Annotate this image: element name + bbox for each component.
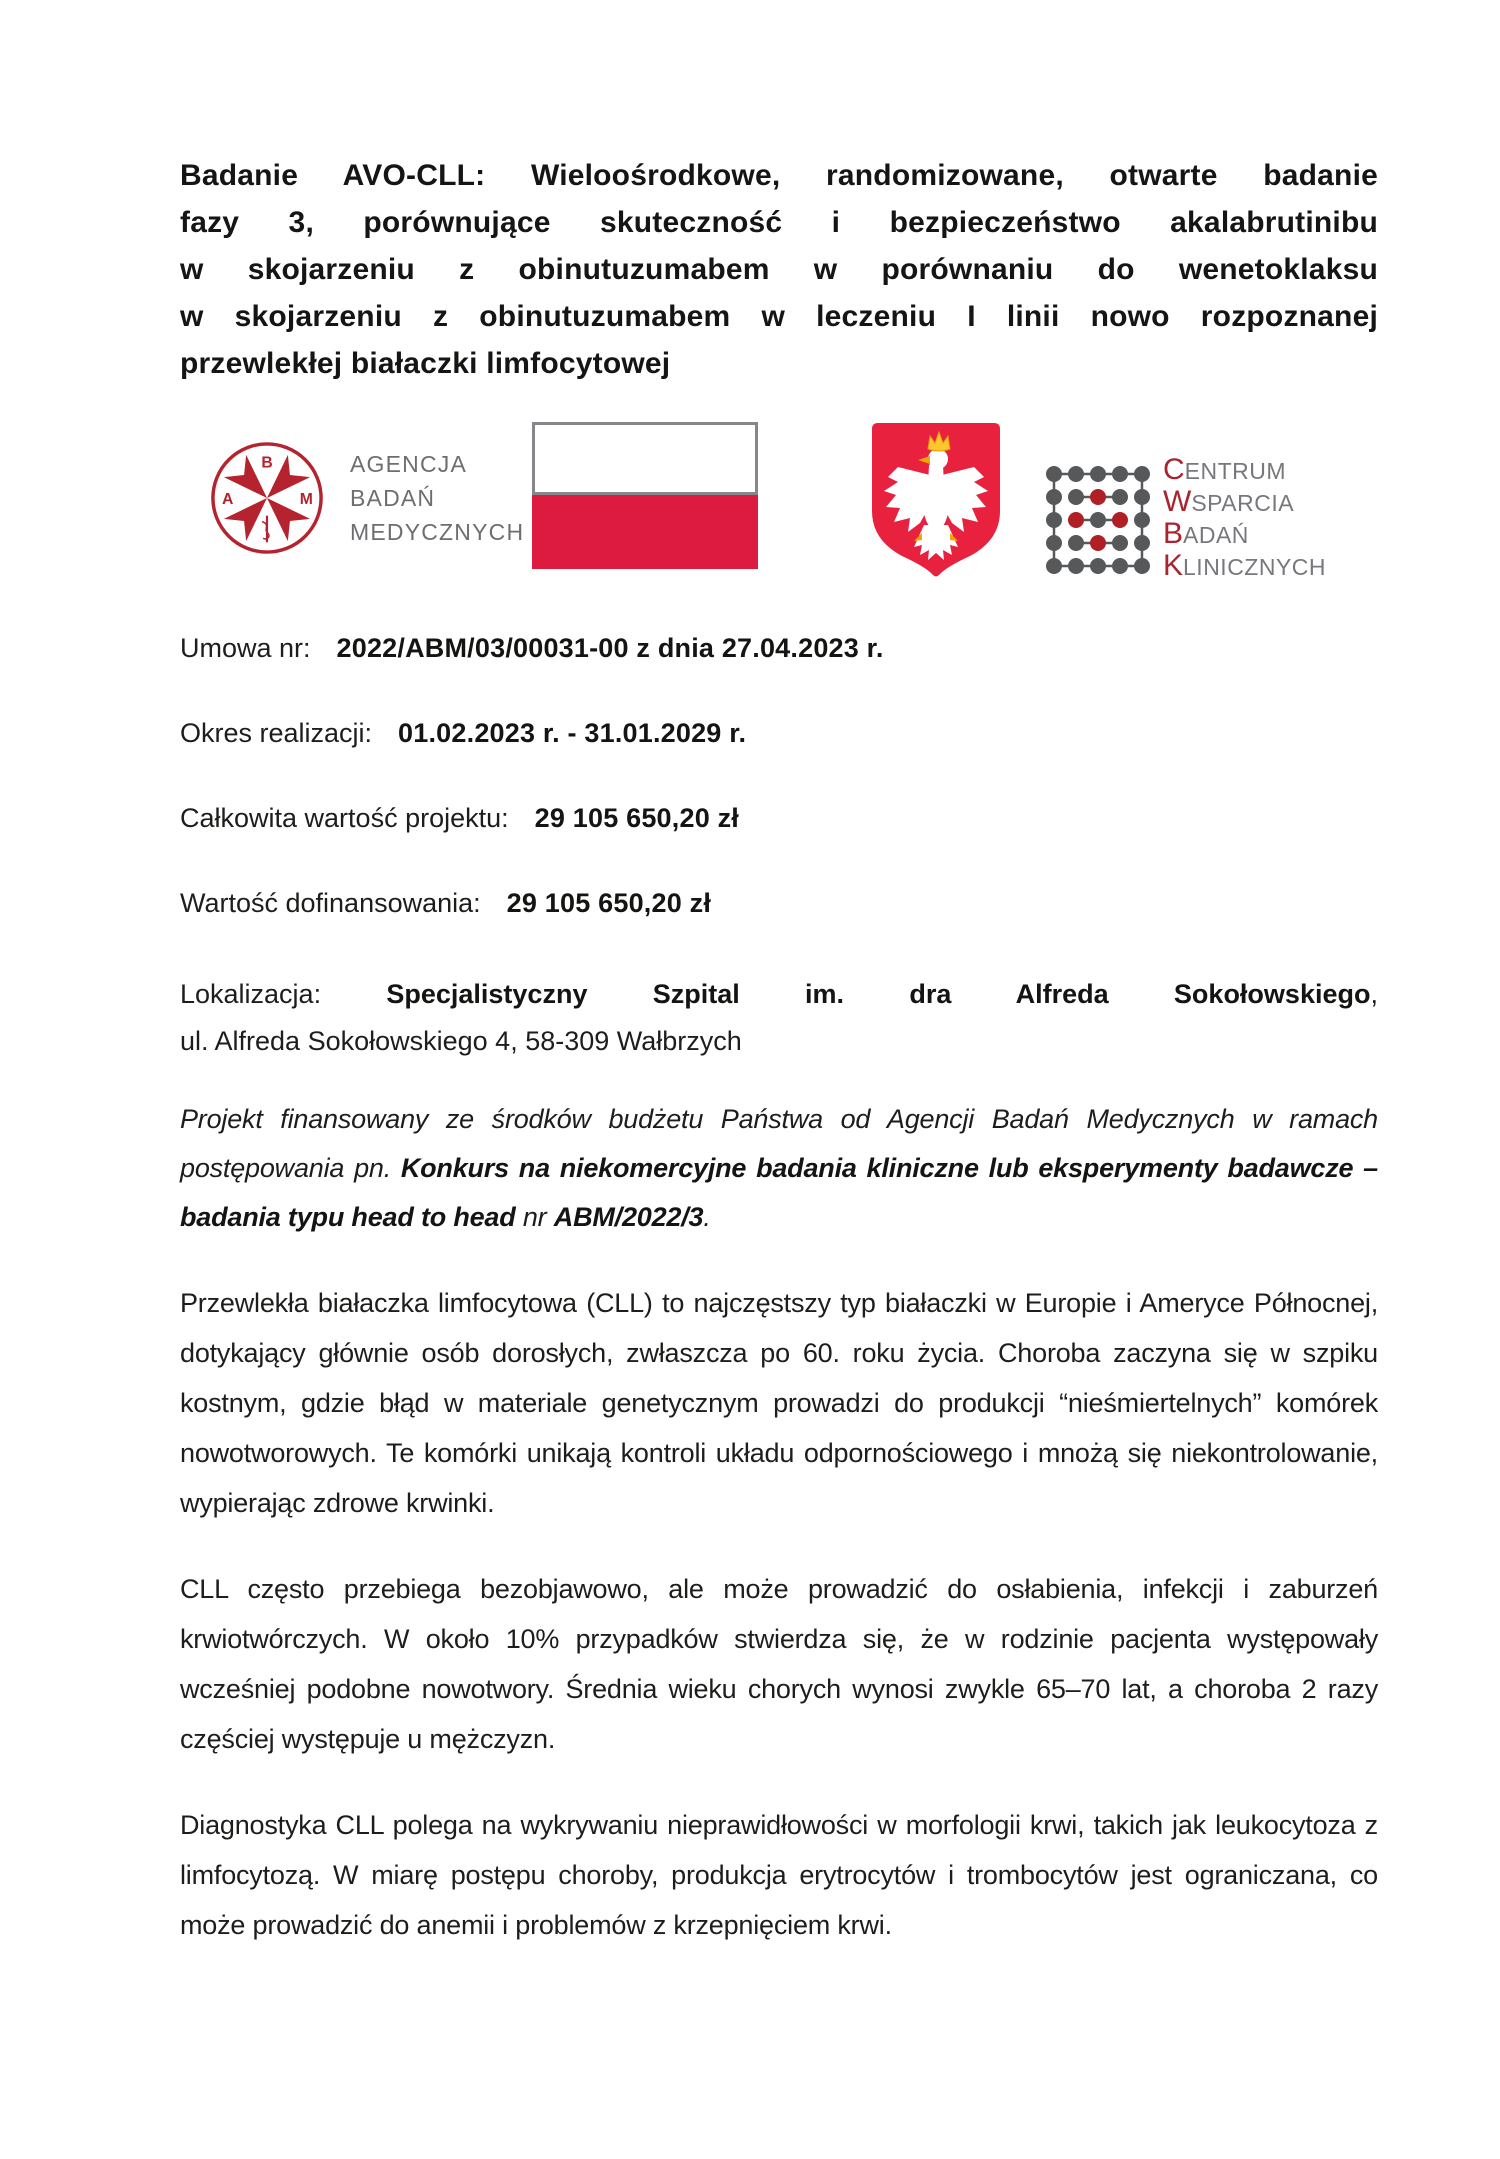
abm-maltese-cross-icon [208,437,326,559]
cwbk-dot-grid-icon [1046,466,1150,574]
cwbk-logo-text [1163,453,1327,584]
info-label: Okres realizacji: [180,718,373,748]
location-name: Specjalistyczny Szpital im. dra Alfreda Sokołowskiego [386,979,1371,1009]
cwbk-logo [1046,453,1327,584]
funding-number: ABM/2022/3 [553,1202,704,1232]
cwbk-initial: B [1163,517,1184,550]
location-label: Lokalizacja: [180,979,322,1009]
info-line-dofinansowanie [180,886,1378,920]
body-paragraph-2: CLL często przebiega bezobjawowo, ale może prowadzić do osłabienia, infekcji i zaburzeń krwiotwórczych. W około 10% przypadków stwierdza się, że w rodzinie pacjenta występowały wcześniej podobne nowotwory. Średnia wieku chorych wynosi zwykle 65–70 lat, a choroba 2 razy częściej występuje u mężczyzn. [180,1574,1378,1754]
abm-letter-a: A [221,490,234,508]
location-comma: , [1370,979,1378,1009]
funding-note [180,1095,1378,1242]
abm-letter-b: B [261,454,273,472]
title-line: przewlekłej białaczki limfocytowej [180,347,671,380]
body-paragraph-1: Przewlekła białaczka limfocytowa (CLL) to najczęstszy typ białaczki w Europie i Ameryce Północnej, dotykający głównie osób dorosłych, zwłaszcza po 60. roku życia. Choroba zaczyna się w szpiku kostnym, gdzie błąd w materiale genetycznym prowadzi do produkcji “nieśmiertelnych” komórek nowotworowych. Te komórki unikają kontroli układu odpornościowego i mnożą się niekontrolowanie, wypierając zdrowe krwinki. [180,1288,1378,1518]
poland-eagle-emblem-icon [868,419,1004,579]
cwbk-initial: K [1163,549,1184,582]
location-block [180,971,1378,1065]
poland-flag [532,422,758,569]
location-line1 [180,971,1378,1018]
info-value: 01.02.2023 r. - 31.01.2029 r. [398,718,747,748]
cwbk-text-line [1163,549,1327,584]
cwbk-text-line [1163,517,1326,552]
abm-logo [208,437,524,559]
location-address: ul. Alfreda Sokołowskiego 4, 58-309 Wałbrzych [180,1026,742,1056]
info-label: Całkowita wartość projektu: [180,803,509,833]
info-line-umowa [180,631,1378,665]
funding-tail: . [703,1202,711,1232]
info-value: 29 105 650,20 zł [506,888,712,918]
cwbk-initial: W [1163,485,1192,518]
abm-text-line: AGENCJA [350,451,468,477]
title-line: fazy 3, porównujące skuteczność i bezpieczeństwo akalabrutinibu [180,206,1378,239]
info-label: Umowa nr: [180,633,311,663]
cwbk-word-rest: LINICZNYCH [1183,554,1327,580]
info-line-okres [180,716,1378,750]
contract-info [180,631,1378,920]
flag-red-stripe [532,495,758,569]
cwbk-word-rest: ENTRUM [1184,458,1287,484]
abm-letter-m: M [299,490,313,508]
body-paragraph-3: Diagnostyka CLL polega na wykrywaniu nieprawidłowości w morfologii krwi, takich jak leukocytoza z limfocytozą. W miarę postępu choroby, produkcja erytrocytów i trombocytów jest ograniczana, co może prowadzić do anemii i problemów z krzepnięciem krwi. [180,1810,1378,1940]
info-value: 29 105 650,20 zł [534,803,740,833]
abm-logo-text [350,447,524,549]
info-label: Wartość dofinansowania: [180,888,481,918]
funding-mid: nr [515,1202,554,1232]
cwbk-word-rest: SPARCIA [1191,490,1295,516]
funding-competition-name: Konkurs na niekomercyjne badania kliniczne lub eksperymenty badawcze – badania typu head to head [180,1153,1378,1232]
document-title [180,152,1378,387]
flag-white-stripe [532,422,758,495]
title-line: w skojarzeniu z obinutuzumabem w porównaniu do wenetoklaksu [180,253,1378,286]
abm-text-line: MEDYCZNYCH [350,519,525,545]
title-line: w skojarzeniu z obinutuzumabem w leczeniu I linii nowo rozpoznanej [180,300,1378,333]
cwbk-word-rest: ADAŃ [1183,522,1249,548]
abm-text-line: BADAŃ [350,485,436,511]
info-value: 2022/ABM/03/00031-00 z dnia 27.04.2023 r. [336,633,884,663]
cwbk-text-line [1163,485,1326,520]
funding-lead: Projekt finansowany ze środków budżetu Państwa od Agencji Badań Medycznych w ramach postępowania pn. [180,1104,1378,1183]
cwbk-initial: C [1163,453,1185,486]
cwbk-text-line [1163,453,1326,488]
title-line: Badanie AVO-CLL: Wieloośrodkowe, randomizowane, otwarte badanie [180,159,1378,192]
info-line-wartosc-projektu [180,801,1378,835]
logos-row [180,419,1378,582]
